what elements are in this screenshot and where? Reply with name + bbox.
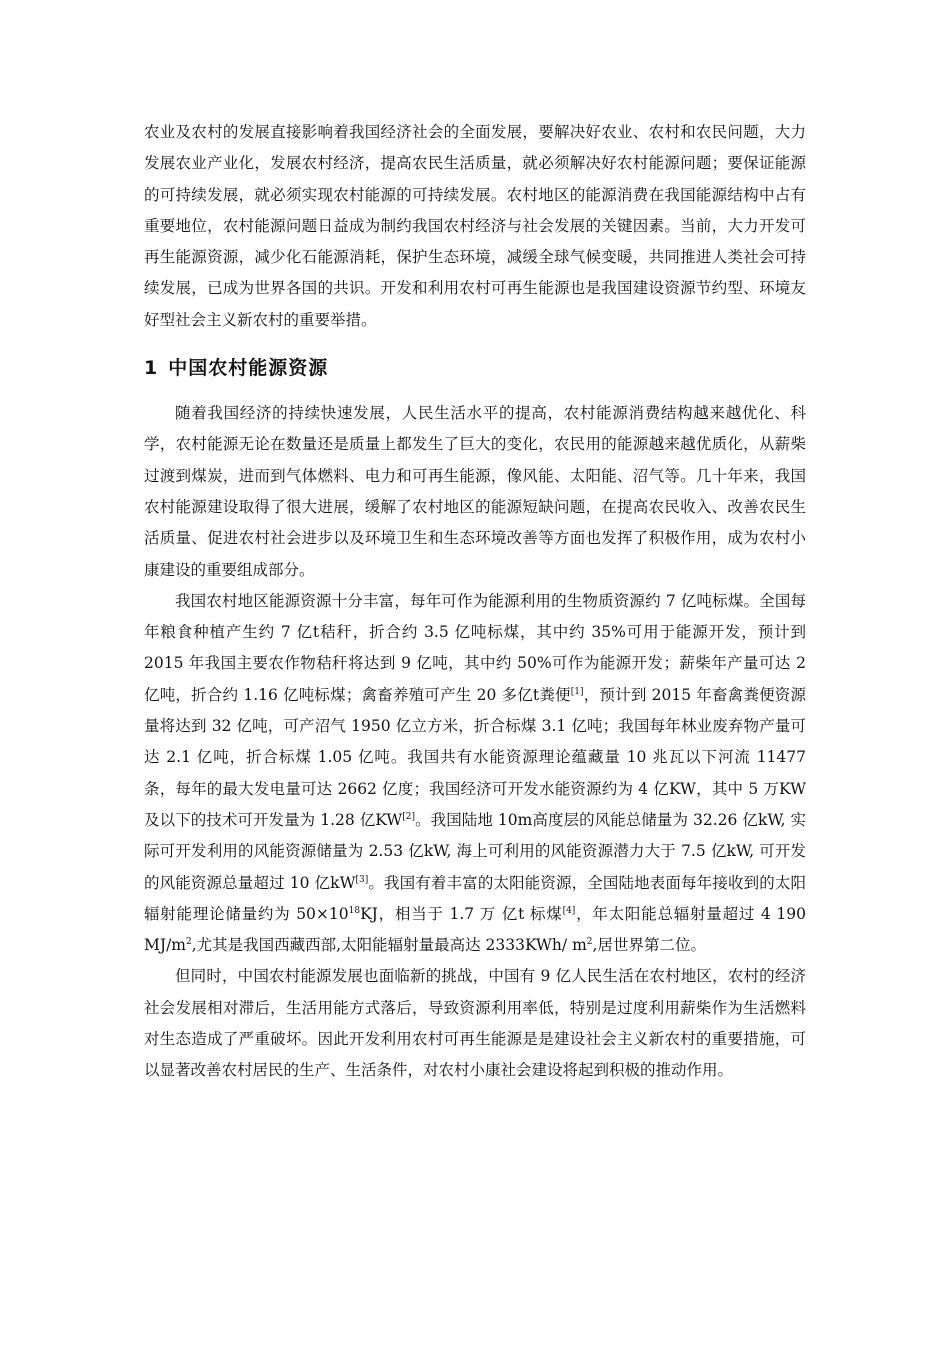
p2-text-7: ,尤其是我国西藏西部,太阳能辐射量最高达 2333KWh/ m <box>191 936 587 955</box>
citation-2: [2] <box>402 811 415 822</box>
p2-text-3: 。我国陆地 10m高度层的风能总储量为 32.26 亿kW, 实际可开发利用的风能资源储量为 2.53 亿kW, 海上可利用的风能资源潜力大于 7.5 亿kW, 可开发的风能资源总量超过 10 亿kW <box>144 810 806 892</box>
paragraph-1: 随着我国经济的持续快速发展，人民生活水平的提高，农村能源消费结构越来越优化、科学，农村能源无论在数量还是质量上都发生了巨大的变化，农民用的能源越来越优质化，从薪柴过渡到煤炭，进而到气体燃料、电力和可再生能源，像风能、太阳能、沼气等。几十年来，我国农村能源建设取得了很大进展，缓解了农村地区的能源短缺问题，在提高农民收入、改善农民生活质量、促进农村社会进步以及环境卫生和生态环境改善等方面也发挥了积极作用，成为农村小康建设的重要组成部分。 <box>144 404 806 579</box>
exponent-m2-b: 2 <box>586 936 593 947</box>
intro-paragraph: 农业及农村的发展直接影响着我国经济社会的全面发展，要解决好农业、农村和农民问题，大力发展农业产业化，发展农村经济，提高农民生活质量，就必须解决好农村能源问题；要保证能源的可持续发展，就必须实现农村能源的可持续发展。农村地区的能源消费在我国能源结构中占有重要地位，农村能源问题日益成为制约我国农村经济与社会发展的关键因素。当前，大力开发可再生能源资源，减少化石能源消耗，保护生态环境，减缓全球气候变暖，共同推进人类社会可持续发展，已成为世界各国的共识。开发和利用农村可再生能源也是我国建设资源节约型、环境友好型社会主义新农村的重要举措。 <box>144 123 806 329</box>
paragraph-3: 但同时，中国农村能源发展也面临新的挑战，中国有 9 亿人民生活在农村地区，农村的经济社会发展相对滞后，生活用能方式落后，导致资源利用率低，特别是过度利用薪柴作为生活燃料对生态造成了严重破坏。因此开发利用农村可再生能源是是建设社会主义新农村的重要措施，可以显著改善农村居民的生产、生活条件，对农村小康社会建设将起到积极的推动作用。 <box>144 967 806 1080</box>
p2-text-4: 。我国有着丰富的太阳能资源，全国陆地表面每年接收到的太阳辐射能理论储量约为 50×10 <box>144 873 806 923</box>
citation-4: [4] <box>562 905 576 916</box>
citation-3: [3] <box>355 874 369 885</box>
p2-text-2: ，预计到 2015 年畜禽粪便资源量将达到 32 亿吨，可产沼气 1950 亿立方米，折合标煤 3.1 亿吨；我国每年林业废弃物产量可达 2.1 亿吨，折合标煤 1.05 亿吨。我国共有水能资源理论蕴藏量 10 兆瓦以下河流 11477 条，每年的最大发电量可达 2662 亿度；我国经济可开发水能资源约为 4 亿KW，其中 5 万KW及以下的技术可开发量为 1.28 亿KW <box>144 685 806 829</box>
section-heading <box>144 352 806 384</box>
paragraph-2 <box>144 586 806 962</box>
exponent-18: 18 <box>348 905 361 916</box>
p2-text-5: KJ，相当于 1.7 万 亿t 标煤 <box>360 904 563 923</box>
citation-1: [1] <box>570 686 584 697</box>
p2-text-1: 我国农村地区能源资源十分丰富，每年可作为能源利用的生物质资源约 7 亿吨标煤。全国每年粮食种植产生约 7 亿t秸秆，折合约 3.5 亿吨标煤，其中约 35%可用于能源开发，预计到 2015 年我国主要农作物秸秆将达到 9 亿吨，其中约 50%可作为能源开发；薪柴年产量可达 2 亿吨，折合约 1.16 亿吨标煤；禽畜养殖可产生 20 多亿t粪便 <box>144 591 806 704</box>
section-number: 1 <box>144 357 159 380</box>
section-title: 中国农村能源资源 <box>168 357 329 380</box>
exponent-m2-a: 2 <box>186 936 192 947</box>
p2-text-8: ,居世界第二位。 <box>592 936 706 955</box>
document-body <box>144 117 806 1087</box>
p2-text-6: ，年太阳能总辐射量超过 4 190 MJ/m <box>144 904 806 955</box>
